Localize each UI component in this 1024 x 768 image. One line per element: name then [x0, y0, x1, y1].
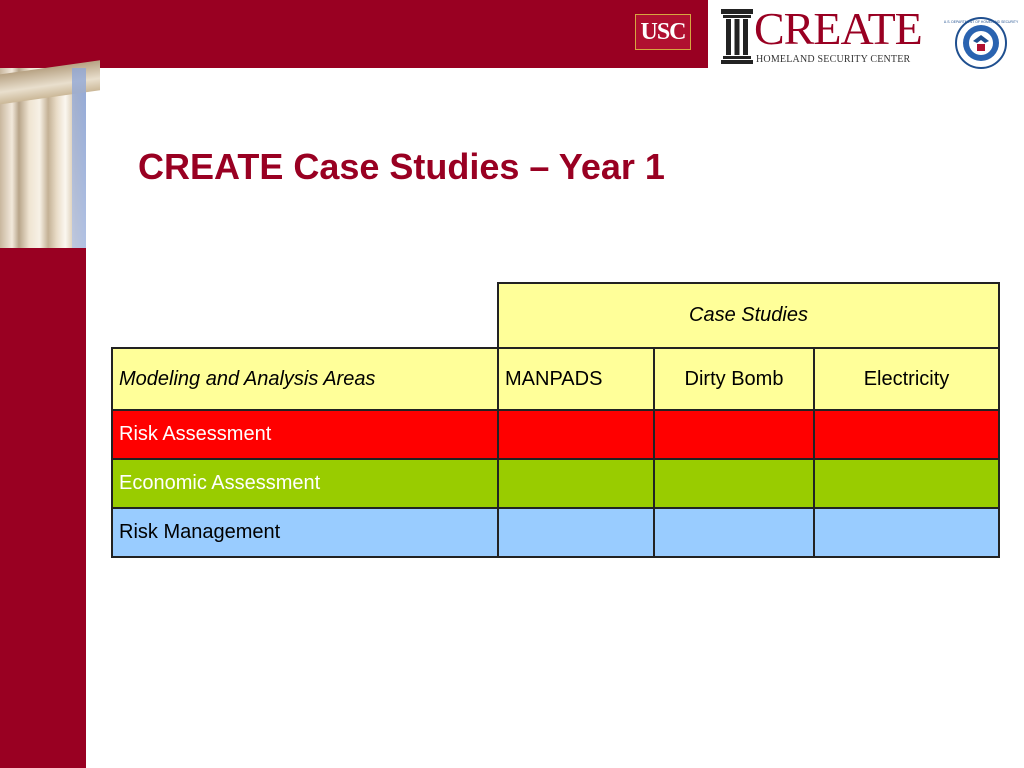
- create-logo-text: CREATE: [754, 3, 922, 54]
- table-row: [112, 459, 999, 508]
- table-header-row: [112, 283, 999, 348]
- column-photo: [0, 68, 86, 248]
- column-header-manpads: MANPADS: [498, 348, 654, 410]
- row-label-risk-management: Risk Management: [112, 508, 498, 557]
- table-row: [112, 410, 999, 459]
- table-cell: [814, 410, 999, 459]
- dhs-seal-icon: [943, 17, 1019, 69]
- case-studies-table: [111, 282, 1000, 558]
- create-pillar-icon: [720, 8, 754, 64]
- table-cell: [654, 459, 814, 508]
- slide-title: CREATE Case Studies – Year 1: [138, 146, 665, 187]
- table-corner-cell: [112, 283, 498, 348]
- table-cell: [498, 410, 654, 459]
- row-header-label: Modeling and Analysis Areas: [112, 348, 498, 410]
- sky-shade: [72, 68, 86, 248]
- table-row: [112, 508, 999, 557]
- table-cell: [814, 508, 999, 557]
- table-subheader-row: [112, 348, 999, 410]
- column-header-electricity: Electricity: [814, 348, 999, 410]
- table-cell: [498, 508, 654, 557]
- table-cell: [654, 508, 814, 557]
- row-label-risk-assessment: Risk Assessment: [112, 410, 498, 459]
- column-header-dirty-bomb: Dirty Bomb: [654, 348, 814, 410]
- create-logo-subtitle: HOMELAND SECURITY CENTER: [756, 54, 911, 65]
- dhs-seal-text: U.S. DEPARTMENT OF HOMELAND SECURITY: [943, 20, 1019, 24]
- row-label-economic-assessment: Economic Assessment: [112, 459, 498, 508]
- table-cell: [814, 459, 999, 508]
- case-studies-header: Case Studies: [498, 283, 999, 348]
- table-cell: [498, 459, 654, 508]
- table-cell: [654, 410, 814, 459]
- usc-logo: USC: [635, 14, 691, 50]
